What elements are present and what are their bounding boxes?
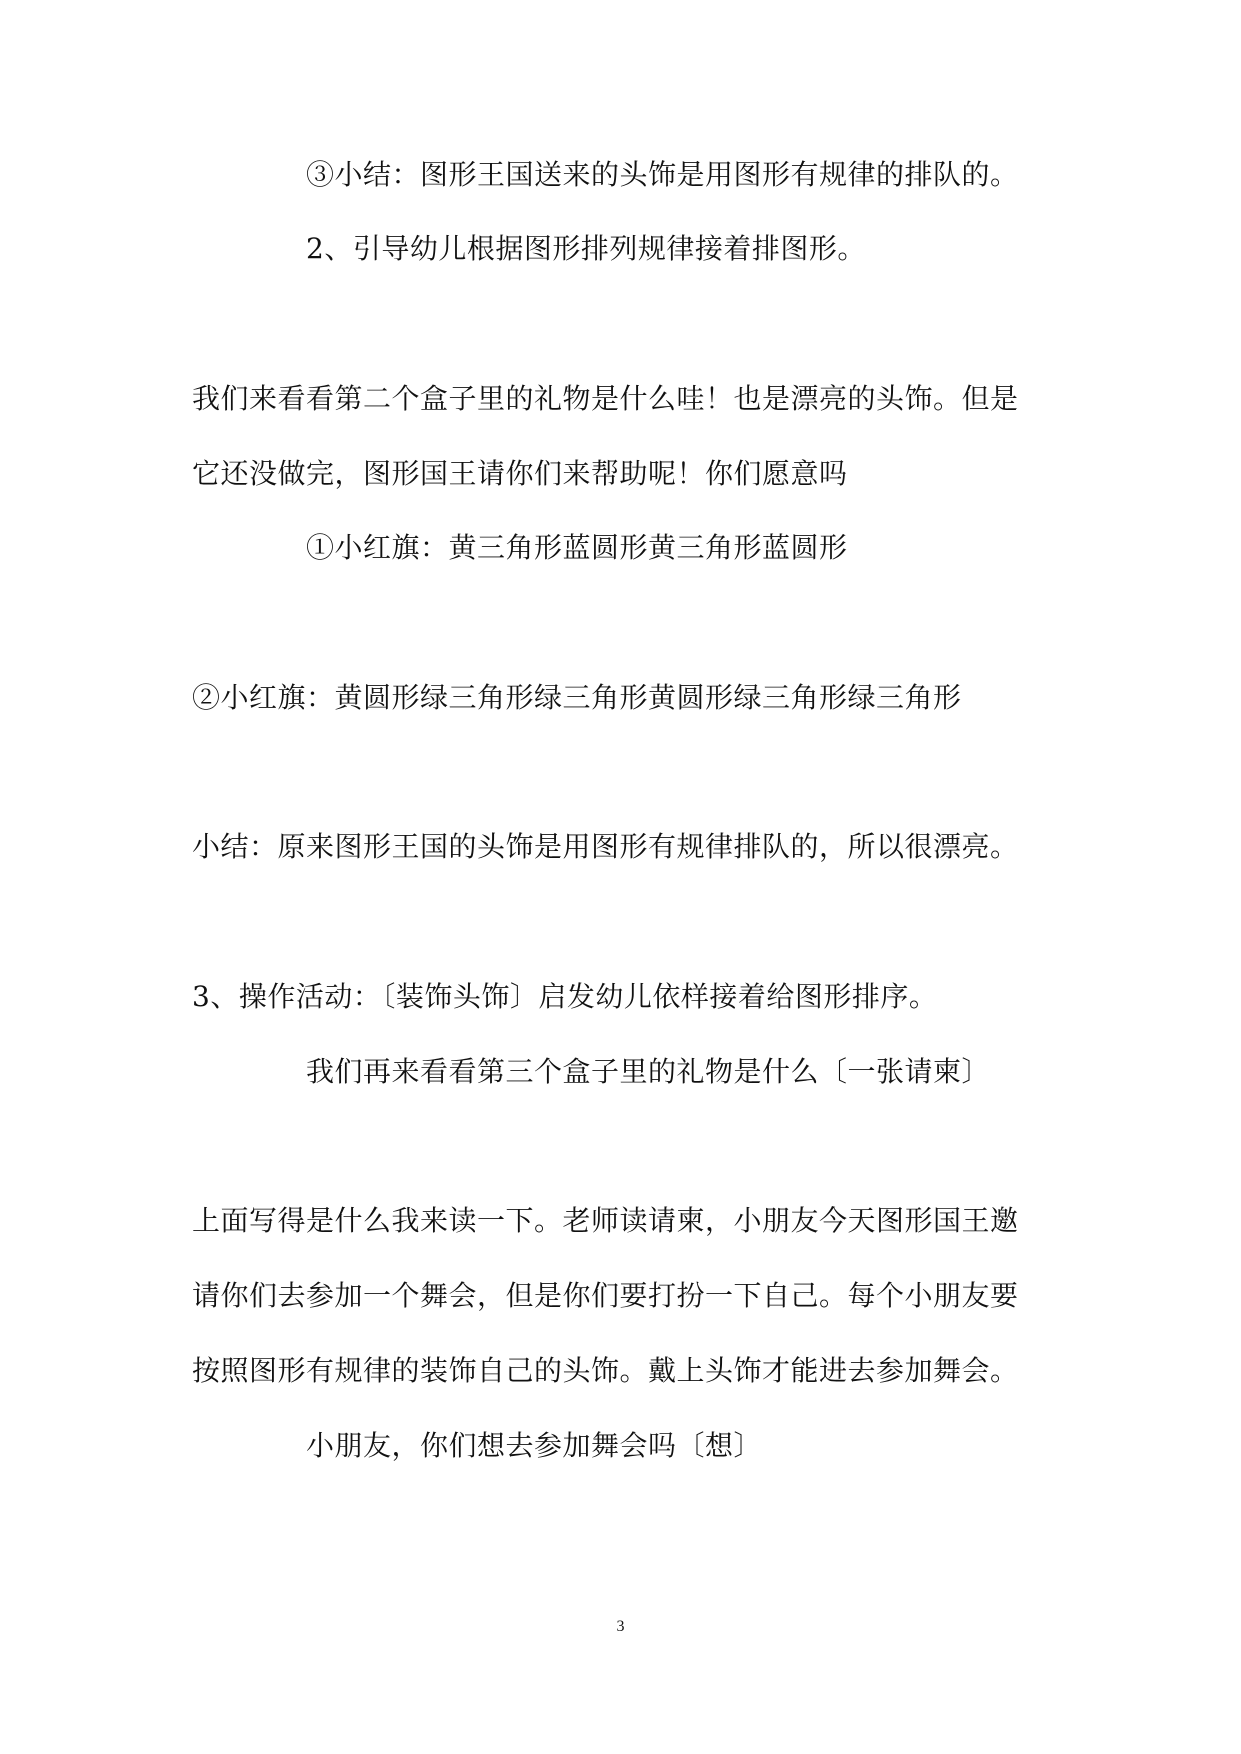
text-line: 小结：原来图形王国的头饰是用图形有规律排队的，所以很漂亮。	[192, 830, 1019, 863]
text-line: 小朋友，你们想去参加舞会吗〔想〕	[306, 1429, 763, 1462]
text-line: 按照图形有规律的装饰自己的头饰。戴上头饰才能进去参加舞会。	[192, 1354, 1019, 1387]
text-line: 上面写得是什么我来读一下。老师读请柬，小朋友今天图形国王邀	[192, 1204, 1019, 1237]
text-line: 3、操作活动：〔装饰头饰〕启发幼儿依样接着给图形排序。	[192, 980, 938, 1013]
text-line: 2、引导幼儿根据图形排列规律接着排图形。	[306, 232, 866, 265]
text-line: ③小结：图形王国送来的头饰是用图形有规律的排队的。	[306, 158, 1019, 191]
text-line: 我们再来看看第三个盒子里的礼物是什么〔一张请柬〕	[306, 1055, 991, 1088]
text-line: 我们来看看第二个盒子里的礼物是什么哇！也是漂亮的头饰。但是	[192, 382, 1019, 415]
text-line: 它还没做完，图形国王请你们来帮助呢！你们愿意吗	[192, 457, 848, 490]
page-number: 3	[616, 1618, 625, 1635]
text-line: ②小红旗：黄圆形绿三角形绿三角形黄圆形绿三角形绿三角形	[192, 681, 962, 714]
text-line: ①小红旗：黄三角形蓝圆形黄三角形蓝圆形	[306, 531, 848, 564]
text-line: 请你们去参加一个舞会，但是你们要打扮一下自己。每个小朋友要	[192, 1279, 1019, 1312]
